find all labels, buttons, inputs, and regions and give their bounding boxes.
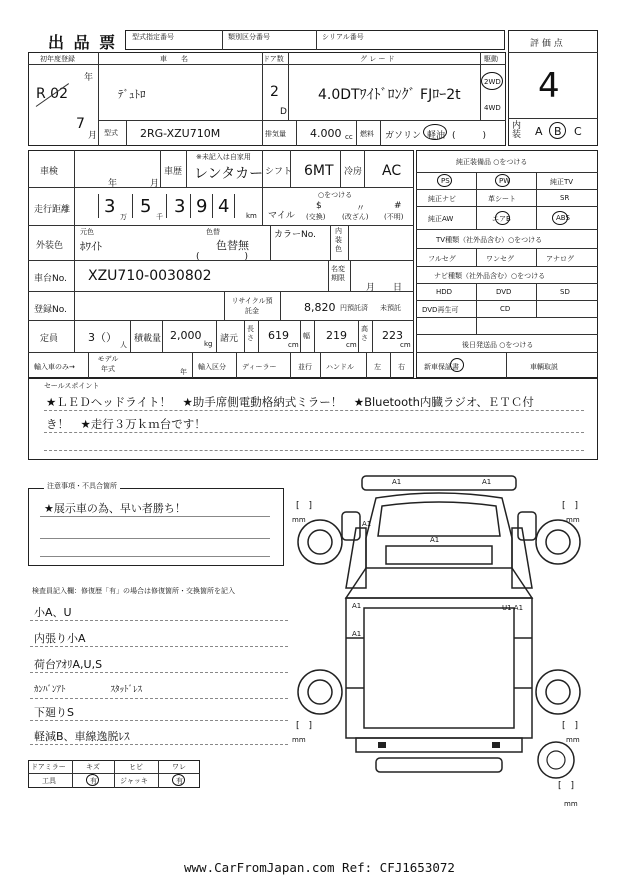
drive-4wd: 4WD	[484, 104, 501, 112]
notes-text: ★展示車の為、早い者勝ち！	[44, 502, 186, 515]
month-unit: 月	[88, 131, 98, 141]
damage-mark-bed-left-1: A1	[352, 602, 362, 610]
cd-label: CD	[500, 305, 511, 313]
orig-color-value: ﾎﾜｲﾄ	[80, 240, 102, 253]
pw-circle	[495, 174, 510, 187]
nav-dvd: DVD	[496, 288, 512, 296]
capacity-label: 定員	[40, 334, 59, 344]
fuel-diesel: 軽油	[427, 131, 446, 141]
oem-leather: 革シート	[488, 195, 516, 203]
warranty-label: 新車保証書	[424, 363, 459, 371]
mileage-digit-1: 3	[104, 196, 116, 217]
type-spec-label: 型式指定番号	[132, 33, 174, 41]
tv-analog: アナログ	[546, 255, 574, 263]
model-year-unit: 年	[180, 368, 187, 376]
oem-airbag: エアB	[492, 215, 511, 223]
inspector-line-1: 小A、U	[34, 606, 72, 619]
doors-suffix: D	[280, 107, 287, 117]
sales-line-1: ★ＬＥＤヘッドライト！ ★助手席側電動格納式ミラー！ ★Bluetooth内臓ラジオ、ＥＴＣ付	[46, 395, 534, 409]
ac-value: AC	[382, 163, 402, 179]
footer-ref: www.CarFromJapan.com Ref: CFJ1653072	[184, 860, 455, 875]
car-name-label: 車 名	[160, 55, 188, 63]
nav-type-label: ナビ種類（社外品含む）○をつける	[434, 272, 546, 280]
handle-left: 左	[374, 363, 381, 371]
handle-right: 右	[398, 363, 405, 371]
first-reg-label: 初年度登録	[40, 55, 75, 63]
car-type-note: ※未記入は自家用	[196, 153, 251, 161]
height-cm: cm	[400, 341, 411, 349]
import-type-label: 輸入区分	[198, 363, 226, 371]
load-label: 積載量	[134, 334, 162, 344]
recycle-label: リサイクル預託金	[231, 297, 273, 315]
nav-sd: SD	[560, 288, 570, 296]
legend-scratch: キズ	[86, 763, 100, 771]
oem-ps: PS	[441, 177, 450, 185]
model-year-label: モデル年式	[97, 355, 119, 373]
header-id-box	[125, 30, 505, 50]
tread-bracket-fl: [ ]	[296, 501, 313, 511]
length-value: 619	[268, 329, 289, 342]
model-label: 型式	[104, 129, 118, 137]
color-paren: ( )	[196, 252, 249, 262]
color-change-label: 色替	[206, 228, 220, 236]
displacement-value: 4.000	[310, 127, 342, 140]
km-unit: km	[246, 212, 257, 220]
inspection-month-unit: 月	[150, 179, 160, 189]
first-reg-month: 7	[76, 116, 85, 132]
damage-mark-front-left: A1	[392, 478, 402, 486]
fuel-paren: ( )	[452, 131, 487, 141]
mileage-digit-4: 9	[196, 196, 208, 217]
abs-circle	[552, 211, 568, 225]
inspector-line-5: 下廻りS	[34, 706, 74, 719]
fuel-label: 燃料	[360, 130, 374, 138]
import-parallel: 並行	[298, 363, 312, 371]
tread-bracket-fr: [ ]	[562, 501, 579, 511]
sheet-title: 出 品 票	[48, 33, 118, 52]
tool-label: 工具	[42, 777, 56, 785]
tread-bracket-spare: [ ]	[558, 781, 575, 791]
mileage-digit-3: 3	[174, 196, 186, 217]
tread-mm-rl: mm	[292, 736, 306, 744]
mileage-opt-exchange: (交換)	[306, 213, 326, 221]
drive-2wd-circle	[481, 72, 503, 90]
interior-b: B	[554, 125, 562, 138]
chassis-value: XZU710-0030802	[88, 268, 212, 284]
jack-value: 有	[176, 777, 183, 785]
shift-value: 6MT	[304, 163, 334, 179]
tool-circle	[86, 774, 99, 786]
chassis-label: 車台No.	[34, 274, 67, 284]
grade-label: グ レ ー ド	[360, 55, 395, 63]
inspector-line-2: 内張り小A	[34, 632, 86, 645]
car-name: ﾃﾞｭﾄﾛ	[118, 88, 146, 101]
kg-unit: kg	[204, 340, 213, 348]
grade-value: 4.0DTﾜｲﾄﾞﾛﾝｸﾞ FJﾛｰ2t	[318, 87, 461, 103]
oem-pw: PW	[499, 177, 511, 185]
interior-b-circle	[549, 122, 566, 139]
warranty-circle	[450, 358, 464, 372]
interior-grade-label: 内装	[512, 121, 522, 140]
first-reg-era: R 02	[36, 86, 68, 102]
length-label: 長さ	[247, 325, 254, 342]
mileage-digit-2: 5	[140, 196, 152, 217]
damage-mark-front-right: A1	[482, 478, 492, 486]
color-num-label: カラーNo.	[274, 230, 316, 240]
handle-label: ハンドル	[326, 363, 354, 371]
displacement-label: 排気量	[265, 130, 286, 138]
load-value: 2,000	[170, 329, 202, 342]
serial-label: シリアル番号	[322, 33, 364, 41]
car-type-value: レンタカー	[194, 166, 264, 182]
recycle-value: 8,820	[304, 301, 336, 314]
capacity-value: 3（）	[88, 331, 117, 344]
airbag-circle	[495, 211, 510, 225]
oem-nav: 純正ナビ	[428, 195, 456, 203]
oem-abs: ABS	[556, 214, 570, 222]
drive-label: 駆動	[484, 55, 498, 63]
import-label: 輸入車のみ→	[34, 363, 75, 371]
category-label: 類別区分番号	[228, 33, 270, 41]
inspector-line-4: ｶﾝﾊﾞﾝｱﾄ ｽﾀｯﾄﾞﾚｽ	[34, 685, 143, 695]
jack-circle	[172, 774, 185, 786]
dvd-play-label: DVD再生可	[422, 306, 459, 314]
jack-label: ジャッキ	[120, 777, 148, 785]
shift-label: シフト	[265, 167, 293, 177]
spare-tire-icon	[536, 740, 576, 780]
year-unit: 年	[84, 73, 94, 83]
legend-mirror: ドアミラー	[31, 763, 66, 771]
mileage-opt-hash: #	[394, 201, 402, 211]
title-expiry-label: 名変期限	[331, 265, 345, 282]
mileage-label: 走行距離	[34, 205, 71, 215]
notes-label: 注意事項・不具合箇所	[44, 481, 120, 491]
tv-fullseg: フルセグ	[428, 255, 456, 263]
mileage-opt-tampered: (改ざん)	[342, 213, 369, 221]
height-value: 223	[382, 329, 403, 342]
damage-mark-roof: A1	[430, 536, 440, 544]
mileage-digit-5: 4	[218, 196, 230, 217]
cc-unit: cc	[345, 133, 353, 141]
score-label: 評 価 点	[530, 39, 563, 49]
reg-label: 登録No.	[34, 305, 67, 315]
import-dealer: ディーラー	[242, 363, 277, 371]
mileage-opt-dollar: $	[316, 201, 322, 211]
interior-a: A	[535, 125, 543, 138]
sales-label: セールスポイント	[44, 382, 100, 390]
score-value: 4	[538, 66, 560, 106]
fuel-diesel-circle	[423, 124, 447, 140]
person-unit: 人	[120, 341, 127, 349]
tread-mm-fl: mm	[292, 516, 306, 524]
drive-2wd: 2WD	[484, 78, 501, 86]
size-label: 諸元	[220, 334, 239, 344]
damage-mark-bed-right: U1 A1	[502, 604, 524, 612]
oem-label: 純正装備品 ○をつける	[456, 158, 528, 166]
mileage-circle-note: ○をつける	[318, 191, 353, 199]
damage-mark-bed-left-2: A1	[352, 630, 362, 638]
interior-color-label: 内装色	[335, 227, 342, 253]
car-type-label: 車歴	[164, 167, 183, 177]
color-label: 外装色	[36, 241, 64, 251]
width-cm: cm	[346, 341, 357, 349]
oem-tv: 純正TV	[550, 178, 574, 186]
tv-oneseg: ワンセグ	[486, 255, 514, 263]
nav-hdd: HDD	[436, 288, 453, 296]
legend-break: ワレ	[172, 763, 186, 771]
inspector-label: 検査員記入欄：修復歴「有」の場合は修復箇所・交換箇所を記入	[32, 587, 235, 595]
width-label: 幅	[303, 332, 310, 340]
doors-label: ドア数	[263, 55, 284, 63]
mileage-opt-unknown: (不明)	[384, 213, 404, 221]
ps-circle	[437, 174, 452, 187]
tread-mm-spare: mm	[564, 800, 578, 808]
length-cm: cm	[288, 341, 299, 349]
height-label: 高さ	[361, 325, 368, 342]
tread-bracket-rl: [ ]	[296, 721, 313, 731]
inspection-year-unit: 年	[108, 179, 118, 189]
doors-value: 2	[270, 84, 279, 100]
interior-c: C	[574, 125, 582, 138]
width-value: 219	[326, 329, 347, 342]
sen-unit: 千	[156, 213, 163, 221]
man-unit: 万	[120, 213, 127, 221]
fuel-gas: ガソリン	[385, 131, 422, 141]
inspector-line-6: 軽減B、車線逸脱ﾚｽ	[34, 730, 130, 743]
title-expiry-monthday: 月 日	[366, 283, 403, 293]
oem-sr: SR	[560, 194, 570, 202]
mileage-opt-ditto: 〃	[356, 204, 366, 214]
tread-mm-fr: mm	[566, 516, 580, 524]
model-value: 2RG-XZU710M	[140, 127, 221, 140]
color-change-value: 色替無	[216, 239, 249, 252]
manual-label: 車輌取説	[530, 363, 558, 371]
legend-crack: ヒビ	[129, 763, 143, 771]
inspection-label: 車検	[40, 167, 59, 177]
oem-aw: 純正AW	[428, 215, 454, 223]
later-label: 後日発送品 ○をつける	[462, 341, 534, 349]
sales-line-2: き！ ★走行３万ｋｍ台です！	[46, 417, 206, 431]
inspector-line-3: 荷台ｱｵﾘA,U,S	[34, 658, 103, 671]
damage-mark-left-door: A1	[362, 520, 372, 528]
tv-type-label: TV種類（社外品含む）○をつける	[436, 236, 543, 244]
recycle-unit: 円預託済	[340, 304, 368, 312]
tread-bracket-rr: [ ]	[562, 721, 579, 731]
tool-value: 有	[90, 777, 97, 785]
mileage-opt-mile: マイル	[268, 211, 295, 221]
orig-color-label: 元色	[80, 228, 94, 236]
tread-mm-rr: mm	[566, 736, 580, 744]
ac-label: 冷房	[344, 167, 363, 177]
recycle-none: 未預託	[380, 304, 401, 312]
